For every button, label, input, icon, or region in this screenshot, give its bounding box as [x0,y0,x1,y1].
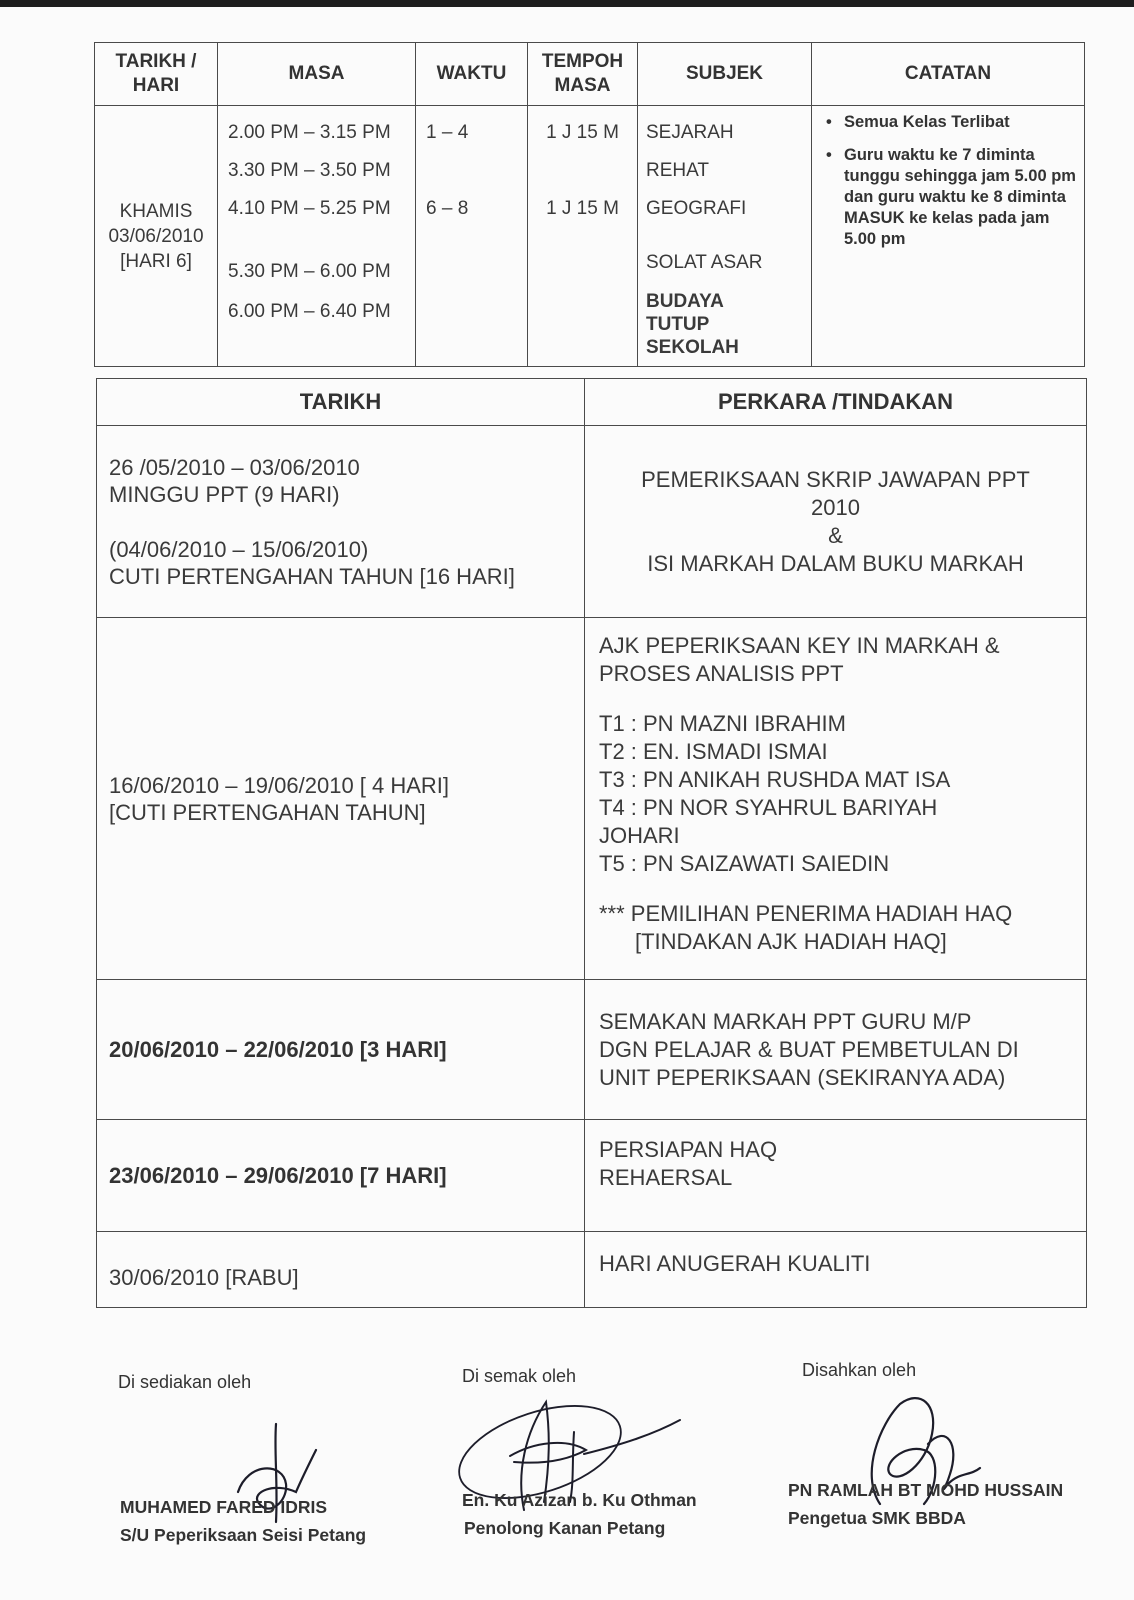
action-line: DGN PELAJAR & BUAT PEMBETULAN DI [599,1036,1019,1062]
header-subjek: SUBJEK [638,43,812,106]
schedule-row [97,618,1087,980]
catatan-list [822,112,1076,250]
subjek-item: GEOGRAFI [646,198,747,219]
date-line: 30/06/2010 [RABU] [109,1265,299,1290]
waktu-item: 6 – 8 [426,198,469,219]
masa-item: 6.00 PM – 6.40 PM [228,301,391,322]
tempoh-cell [528,106,638,367]
action-line: SEMAKAN MARKAH PPT GURU M/P [599,1008,972,1034]
schedule-date-cell [97,1232,585,1308]
teacher-line: JOHARI [599,823,680,848]
closing-subject-line: SEKOLAH [646,337,739,358]
action-line: PEMERIKSAAN SKRIP JAWAPAN PPT [641,466,1030,492]
teacher-line: T2 : EN. ISMADI ISMAI [599,739,828,764]
tempoh-item: 1 J 15 M [546,122,619,143]
schedule-header-row [97,379,1087,426]
closing-subject [638,290,811,359]
action-line: HARI ANUGERAH KUALITI [599,1251,871,1276]
date-line: [CUTI PERTENGAHAN TAHUN] [109,799,426,825]
note-line: *** PEMILIHAN PENERIMA HADIAH HAQ [599,901,1013,926]
date-line: 16/06/2010 – 19/06/2010 [ 4 HARI] [109,772,450,798]
header-tempoh-masa: TEMPOH MASA [528,43,638,106]
exam-timetable [94,42,1085,367]
day-cell [95,106,218,367]
subjek-item: SOLAT ASAR [646,252,763,273]
masa-item: 4.10 PM – 5.25 PM [228,198,391,219]
schedule-row [97,1232,1087,1308]
schedule-date-cell [97,980,585,1120]
schedule-action-cell [585,1120,1087,1232]
catatan-cell [812,106,1085,367]
schedule-date-cell [97,1120,585,1232]
day-name: KHAMIS [119,200,193,222]
header-waktu: WAKTU [416,43,528,106]
action-line: PROSES ANALISIS PPT [599,661,844,686]
teacher-line: T1 : PN MAZNI IBRAHIM [599,711,846,736]
schedule-row [97,980,1087,1120]
subjek-item: REHAT [646,160,709,181]
header-perkara-tindakan: PERKARA /TINDAKAN [585,379,1087,426]
signatory-name: En. Ku Azizan b. Ku Othman [462,1490,697,1510]
schedule-date-cell [97,426,585,618]
waktu-item: 1 – 4 [426,122,469,143]
signatory-role: Penolong Kanan Petang [464,1518,666,1538]
tempoh-spacer [528,152,637,190]
day-number: [HARI 6] [120,250,192,272]
action-line: REHAERSAL [599,1165,733,1190]
day-date: 03/06/2010 [108,225,204,247]
date-line: 23/06/2010 – 29/06/2010 [7 HARI] [109,1163,447,1188]
action-line: & [828,522,843,548]
tempoh-item: 1 J 15 M [546,198,619,219]
action-line: AJK PEPERIKSAAN KEY IN MARKAH & [599,633,1000,658]
date-line: 26 /05/2010 – 03/06/2010 [109,454,360,480]
signature-label: Di sediakan oleh [118,1372,252,1392]
schedule-row [97,1120,1087,1232]
catatan-item: • Guru waktu ke 7 diminta tunggu sehingga jam 5.00 pm dan guru waktu ke 8 diminta MASUK ke kelas pada jam 5.00 pm [822,145,1076,250]
schedule-action-cell [585,980,1087,1120]
catatan-item: • Semua Kelas Terlibat [822,112,1076,133]
waktu-spacer [416,152,527,190]
schedule-action-cell [585,618,1087,980]
teacher-line: T5 : PN SAIZAWATI SAIEDIN [599,851,890,876]
signature-label: Disahkan oleh [802,1360,917,1380]
schedule-action-cell [585,426,1087,618]
date-line: 20/06/2010 – 22/06/2010 [3 HARI] [109,1037,447,1062]
header-tarikh: TARIKH [97,379,585,426]
schedule-table [96,378,1087,1308]
note-line: [TINDAKAN AJK HADIAH HAQ] [635,929,947,954]
action-line: 2010 [811,494,860,520]
subjek-item: SEJARAH [646,122,734,143]
signature-checked [462,1366,792,1536]
date-line: (04/06/2010 – 15/06/2010) [109,536,369,562]
masa-cell [218,106,416,367]
signature-approved [788,1360,1132,1530]
scan-edge [0,0,1134,7]
action-line: UNIT PEPERIKSAAN (SEKIRANYA ADA) [599,1064,1006,1090]
action-line: ISI MARKAH DALAM BUKU MARKAH [647,550,1024,576]
action-line: PERSIAPAN HAQ [599,1137,778,1162]
schedule-date-cell [97,618,585,980]
exam-row [95,106,1085,367]
waktu-cell [416,106,528,367]
teacher-line: T4 : PN NOR SYAHRUL BARIYAH [599,795,938,820]
signatory-name: PN RAMLAH BT MOHD HUSSAIN [788,1480,1064,1500]
schedule-action-cell [585,1232,1087,1308]
closing-subject-line: BUDAYA [646,291,724,312]
signature-prepared [118,1372,448,1545]
subjek-cell [638,106,812,367]
signatory-name: MUHAMED FARED IDRIS [120,1497,328,1517]
date-line: MINGGU PPT (9 HARI) [109,481,340,507]
header-tarikh-hari: TARIKH / HARI [95,43,218,106]
masa-item: 5.30 PM – 6.00 PM [228,261,391,282]
teacher-line: T3 : PN ANIKAH RUSHDA MAT ISA [599,767,951,792]
handwritten-signature-icon [820,1384,1020,1524]
signature-label: Di semak oleh [462,1366,577,1386]
exam-header-row [95,43,1085,106]
signatory-role: Pengetua SMK BBDA [788,1508,966,1528]
signatory-role: S/U Peperiksaan Seisi Petang [120,1525,367,1545]
header-masa: MASA [218,43,416,106]
header-catatan: CATATAN [812,43,1085,106]
masa-item: 2.00 PM – 3.15 PM [228,122,391,143]
masa-item: 3.30 PM – 3.50 PM [228,160,391,181]
schedule-row [97,426,1087,618]
date-line: CUTI PERTENGAHAN TAHUN [16 HARI] [109,563,515,589]
closing-subject-line: TUTUP [646,314,710,335]
